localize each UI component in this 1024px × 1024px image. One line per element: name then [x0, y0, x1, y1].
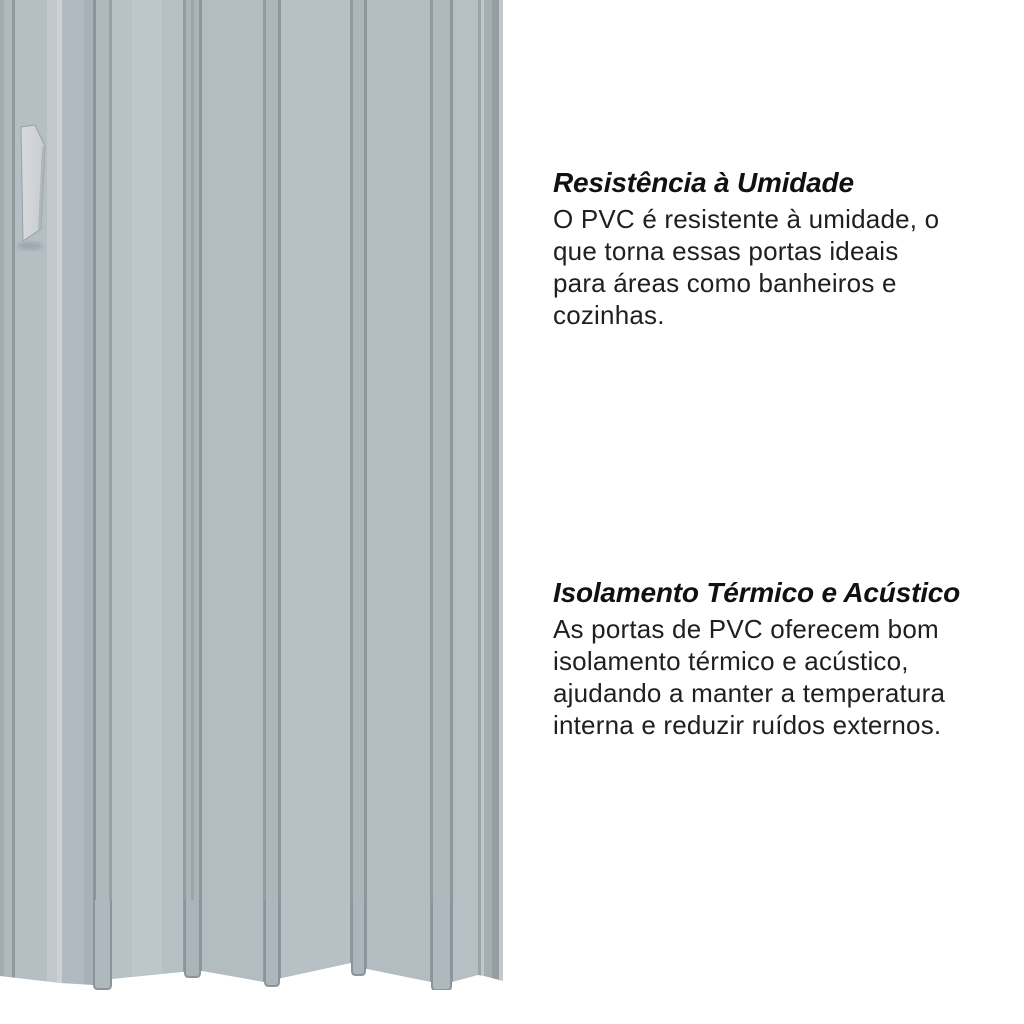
feature-insulation-line: interna e reduzir ruídos externos.: [553, 710, 942, 740]
feature-insulation: [553, 576, 993, 741]
door-product-photo: [0, 0, 503, 1000]
door-panels: [0, 0, 503, 990]
feature-insulation-line: ajudando a manter a temperatura: [553, 678, 946, 708]
feature-insulation-line: isolamento térmico e acústico,: [553, 646, 909, 676]
feature-humidity-line: que torna essas portas ideais: [553, 236, 899, 266]
feature-humidity-line: para áreas como banheiros e: [553, 268, 897, 298]
feature-insulation-line: As portas de PVC oferecem bom: [553, 614, 939, 644]
folding-door-image: [0, 0, 503, 990]
feature-humidity: [553, 166, 993, 331]
feature-humidity-line: O PVC é resistente à umidade, o: [553, 204, 940, 234]
feature-humidity-title: Resistência à Umidade: [553, 167, 854, 198]
feature-insulation-title: Isolamento Térmico e Acústico: [553, 577, 961, 608]
feature-humidity-line: cozinhas.: [553, 300, 665, 330]
